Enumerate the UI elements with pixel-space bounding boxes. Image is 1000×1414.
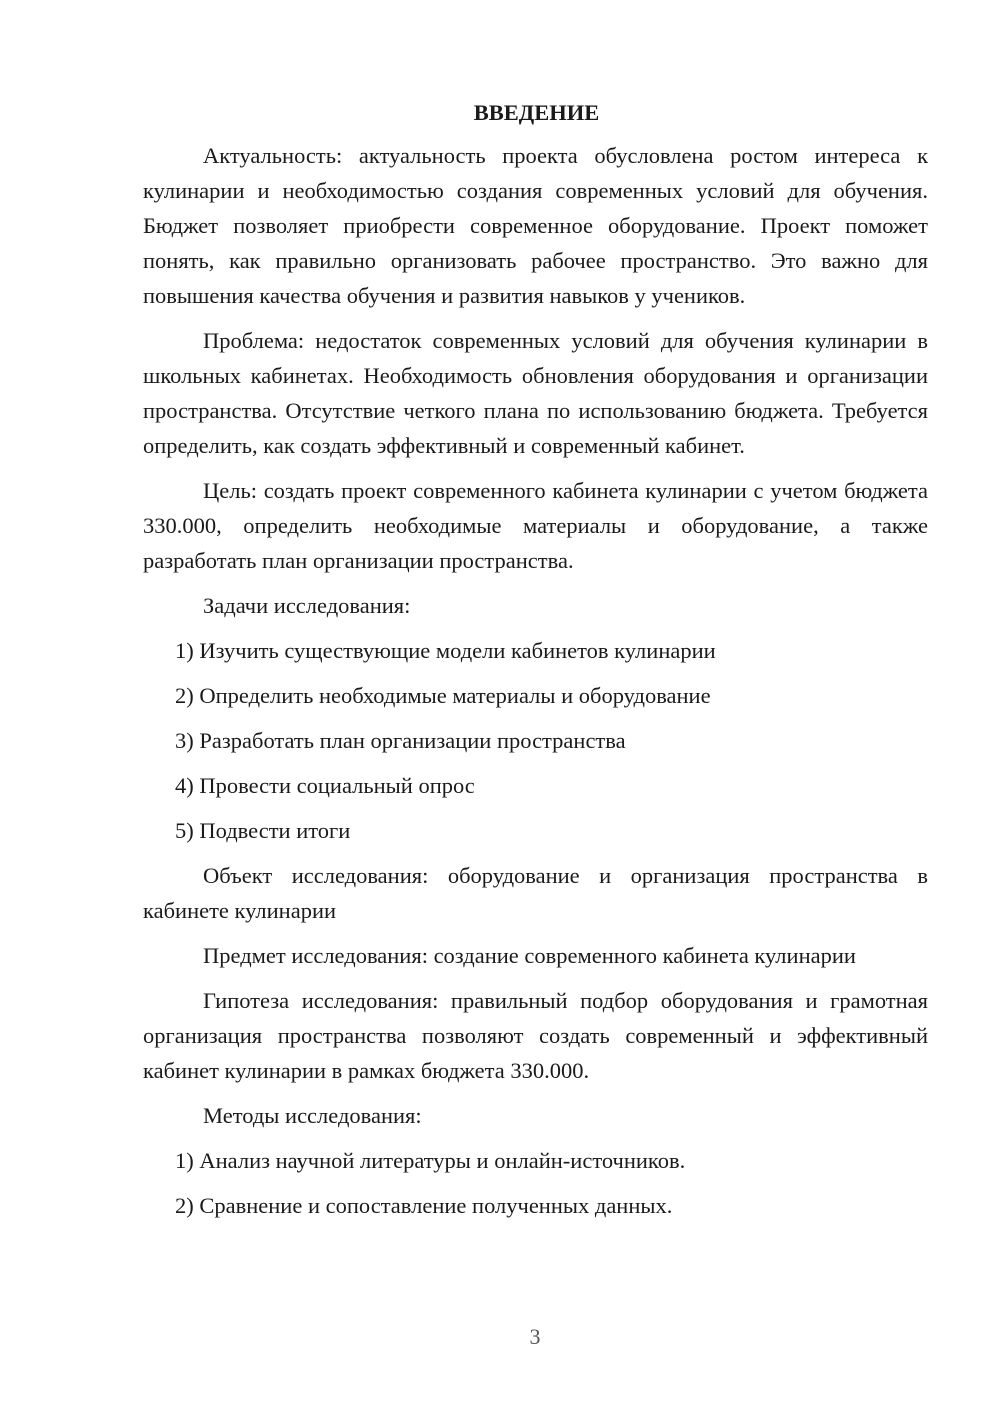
hypothesis-paragraph: Гипотеза исследования: правильный подбор оборудования и грамотная организация пространства позволяют создать современный и эффективный кабинет кулинарии в рамках бюджета 330.000. [143,988,928,1083]
task-item: 3) Разработать план организации пространства [175,728,626,753]
methods-heading: Методы исследования: [203,1103,422,1128]
tasks-heading: Задачи исследования: [203,593,411,618]
goal-paragraph: Цель: создать проект современного кабинета кулинарии с учетом бюджета 330.000, определить необходимые материалы и оборудование, а также разработать план организации пространства. [143,478,928,573]
problem-paragraph: Проблема: недостаток современных условий для обучения кулинарии в школьных кабинетах. Необходимость обновления оборудования и организации пространства. Отсутствие четкого плана по использованию бюджета. Требуется определить, как создать эффективный и современный кабинет. [143,328,928,458]
object-paragraph: Объект исследования: оборудование и организация пространства в кабинете кулинарии [143,863,928,923]
method-item: 2) Сравнение и сопоставление полученных данных. [175,1193,673,1218]
task-item: 2) Определить необходимые материалы и оборудование [175,683,711,708]
task-item: 1) Изучить существующие модели кабинетов кулинарии [175,638,716,663]
page-content [143,95,928,1233]
section-title: ВВЕДЕНИЕ [473,100,600,125]
relevance-paragraph: Актуальность: актуальность проекта обусловлена ростом интереса к кулинарии и необходимостью создания современных условий для обучения. Бюджет позволяет приобрести современное оборудование. Проект поможет понять, как правильно организовать рабочее пространство. Это важно для повышения качества обучения и развития навыков у учеников. [143,143,928,308]
method-item: 1) Анализ научной литературы и онлайн-источников. [175,1148,686,1173]
subject-paragraph: Предмет исследования: создание современного кабинета кулинарии [203,943,856,968]
page-number: 3 [529,1324,541,1349]
task-item: 5) Подвести итоги [175,818,351,843]
task-item: 4) Провести социальный опрос [175,773,475,798]
